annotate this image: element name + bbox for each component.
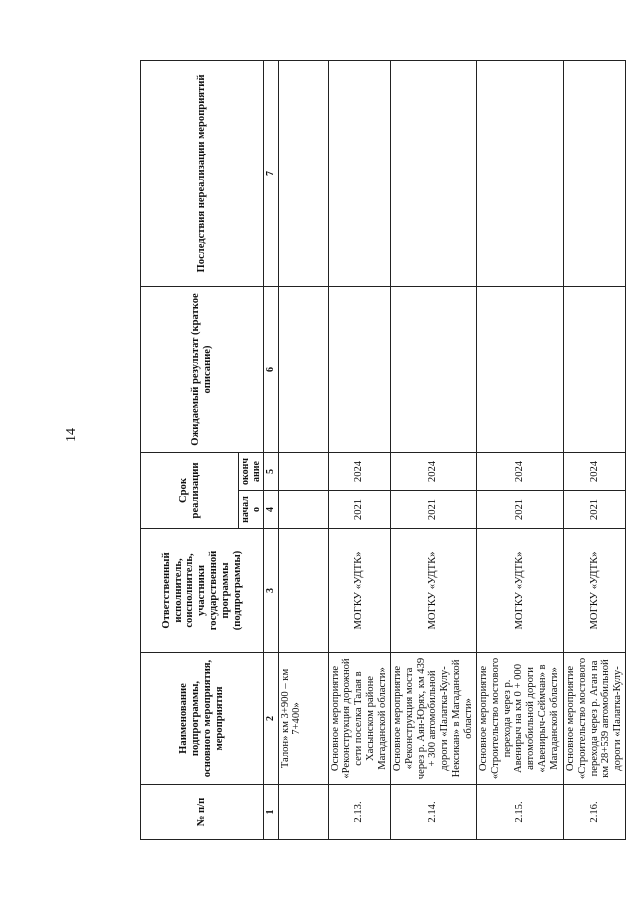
row-executor: МОГКУ «УДТК» [476, 529, 563, 653]
row-name: Основное мероприятие «Реконструкция дорожной сети поселка Талая в Хасынском районе Магаданской области» [328, 653, 390, 785]
page-number: 14 [64, 428, 79, 442]
row-consequences [476, 61, 563, 287]
row-name: Талон» км 3+900 – км 7+400» [278, 653, 328, 785]
header-start: начало [239, 491, 264, 529]
row-executor [278, 529, 328, 653]
column-index-3: 3 [264, 529, 278, 653]
program-measures-table [140, 60, 626, 840]
row-name: Основное мероприятие «Строительство мостового перехода через р. Авенирыч на км 0 + 000 автомобильной дороги «Авенирыч-Сеймчан» в Магаданской области» [476, 653, 563, 785]
row-consequences [390, 61, 476, 287]
header-period: Срок реализации [141, 453, 239, 529]
row-name: Основное мероприятие «Реконструкция моста через р. Аян-Юрях, км 439 + 300 автомобильной дороги «Палатка-Кулу-Нексикан» в Магаданской области» [390, 653, 476, 785]
row-result [328, 287, 390, 453]
row-num [278, 785, 328, 840]
header-end: окончание [239, 453, 264, 491]
table-row [328, 61, 390, 840]
row-executor: МОГКУ «УДТК» [328, 529, 390, 653]
row-end: 2024 [476, 453, 563, 491]
row-consequences [328, 61, 390, 287]
column-index-2: 2 [264, 653, 278, 785]
row-start: 2021 [476, 491, 563, 529]
row-executor: МОГКУ «УДТК» [563, 529, 625, 653]
column-index-6: 6 [264, 287, 278, 453]
header-num: № п/п [141, 785, 264, 840]
header-executor: Ответственный исполнитель, соисполнитель, участники государственной программы (подпрограммы) [141, 529, 264, 653]
row-start: 2021 [563, 491, 625, 529]
table-row [390, 61, 476, 840]
column-index-4: 4 [264, 491, 278, 529]
table-container [140, 61, 624, 840]
row-consequences [278, 61, 328, 287]
row-end [278, 453, 328, 491]
row-end: 2024 [390, 453, 476, 491]
row-consequences [563, 61, 625, 287]
table-row [476, 61, 563, 840]
column-index-5: 5 [264, 453, 278, 491]
header-consequences: Последствия нереализации мероприятий [141, 61, 264, 287]
table-row [563, 61, 625, 840]
row-num: 2.14. [390, 785, 476, 840]
row-num: 2.13. [328, 785, 390, 840]
row-start: 2021 [328, 491, 390, 529]
row-name: Основное мероприятие «Строительство мостового перехода через р. Аган на км 28+539 автомобильной дороги «Палатка-Кулу- [563, 653, 625, 785]
column-index-7: 7 [264, 61, 278, 287]
header-result: Ожидаемый результат (краткое описание) [141, 287, 264, 453]
row-result [390, 287, 476, 453]
row-result [476, 287, 563, 453]
column-index-1: 1 [264, 785, 278, 840]
row-end: 2024 [328, 453, 390, 491]
row-result [278, 287, 328, 453]
row-result [563, 287, 625, 453]
header-name: Наименование подпрограммы, основного мероприятия, мероприятия [141, 653, 264, 785]
row-start [278, 491, 328, 529]
row-num: 2.16. [563, 785, 625, 840]
row-end: 2024 [563, 453, 625, 491]
rotated-table-frame [140, 61, 624, 840]
row-num: 2.15. [476, 785, 563, 840]
row-start: 2021 [390, 491, 476, 529]
table-row [278, 61, 328, 840]
row-executor: МОГКУ «УДТК» [390, 529, 476, 653]
